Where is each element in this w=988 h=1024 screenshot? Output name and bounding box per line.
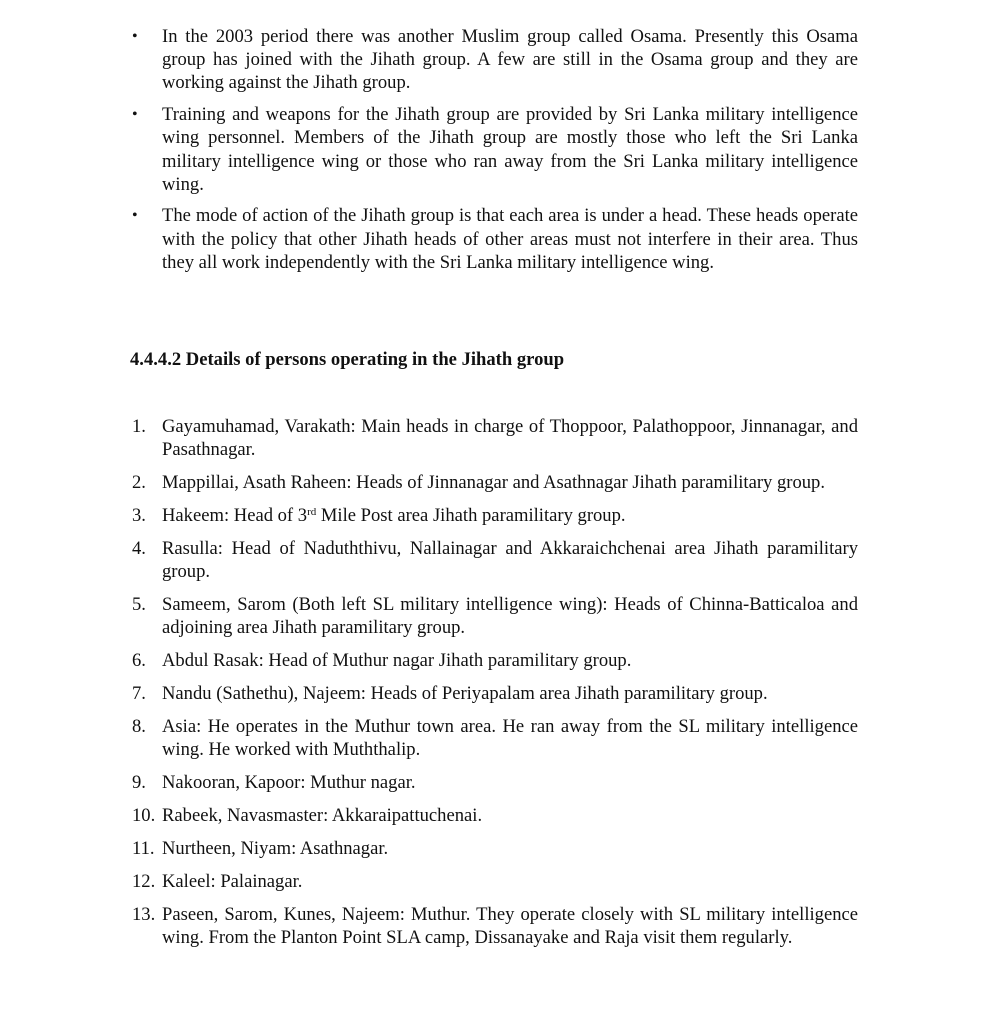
ordinal-superscript: rd [307,505,317,518]
list-item [130,903,858,949]
list-item-number: 7. [132,682,146,704]
section-heading: 4.4.4.2 Details of persons operating in the Jihath group [130,349,565,370]
bullet-item [130,25,858,95]
list-item-number: 3. [132,504,146,526]
list-item [130,537,858,583]
list-item-text: Rasulla: Head of Naduththivu, Nallainagar and Akkaraichchenai area Jihath paramilitary group. [162,537,858,583]
list-item-text [162,505,626,526]
list-item-number: 1. [132,416,146,437]
list-item-text-after: Mile Post area Jihath paramilitary group. [316,504,626,526]
list-item-text-before: Hakeem: Head of 3 [162,504,308,526]
bullet-item [130,204,858,274]
list-item-number: 13. [132,903,156,925]
list-item-number: 8. [132,715,146,737]
list-item-text: Mappillai, Asath Raheen: Heads of Jinnanagar and Asathnagar Jihath paramilitary group. [162,472,825,494]
list-item-text: Paseen, Sarom, Kunes, Najeem: Muthur. They operate closely with SL military intelligence wing. From the Planton Point SLA camp, Dissanayake and Raja visit them regularly. [162,903,858,948]
list-item-number: 5. [132,593,146,615]
bullet-icon: • [132,28,138,45]
persons-list [130,415,858,959]
bullet-item [130,103,858,196]
bullet-list [130,25,858,283]
list-item-text: Nakooran, Kapoor: Muthur nagar. [162,771,416,793]
list-item-text: Asia: He operates in the Muthur town area. He ran away from the SL military intelligence wing. He worked with Muththalip. [162,715,858,761]
list-item-text: Nandu (Sathethu), Najeem: Heads of Periyapalam area Jihath paramilitary group. [162,682,768,704]
list-item-number: 4. [132,537,146,559]
list-item-number: 2. [132,472,146,494]
list-item-number: 10. [132,804,156,826]
list-item [130,649,858,672]
list-item-number: 6. [132,650,146,672]
list-item-text: Gayamuhamad, Varakath: Main heads in charge of Thoppoor, Palathoppoor, Jinnanagar, and Pasathnagar. [162,416,858,461]
list-item [130,837,858,860]
list-item-text: Kaleel: Palainagar. [162,870,303,892]
list-item-number: 12. [132,870,156,892]
list-item-text: Nurtheen, Niyam: Asathnagar. [162,837,389,859]
list-item [130,593,858,639]
bullet-text: The mode of action of the Jihath group is that each area is under a head. These heads operate with the policy that other Jihath heads of other areas must not interfere in their area. Thus they all work independently with the Sri Lanka military intelligence wing. [162,205,858,273]
list-item [130,682,858,705]
list-item [130,771,858,794]
list-item-text: Abdul Rasak: Head of Muthur nagar Jihath paramilitary group. [162,650,632,672]
bullet-text: In the 2003 period there was another Muslim group called Osama. Presently this Osama group has joined with the Jihath group. A few are still in the Osama group and they are working against the Jihath group. [162,26,858,94]
bullet-text: Training and weapons for the Jihath group are provided by Sri Lanka military intelligence wing personnel. Members of the Jihath group are mostly those who left the Sri Lanka military intelligence wing or those who ran away from the Sri Lanka military intelligence wing. [162,104,858,195]
list-item [130,471,858,494]
list-item-text: Rabeek, Navasmaster: Akkaraipattuchenai. [162,804,483,826]
list-item [130,415,858,461]
list-item-text: Sameem, Sarom (Both left SL military intelligence wing): Heads of Chinna-Batticaloa and adjoining area Jihath paramilitary group. [162,593,858,639]
list-item-number: 11. [132,837,155,859]
list-item [130,804,858,827]
list-item [130,715,858,761]
list-item-number: 9. [132,771,146,793]
bullet-icon: • [132,106,138,124]
list-item [130,870,858,893]
list-item [130,504,858,527]
bullet-icon: • [132,207,138,225]
